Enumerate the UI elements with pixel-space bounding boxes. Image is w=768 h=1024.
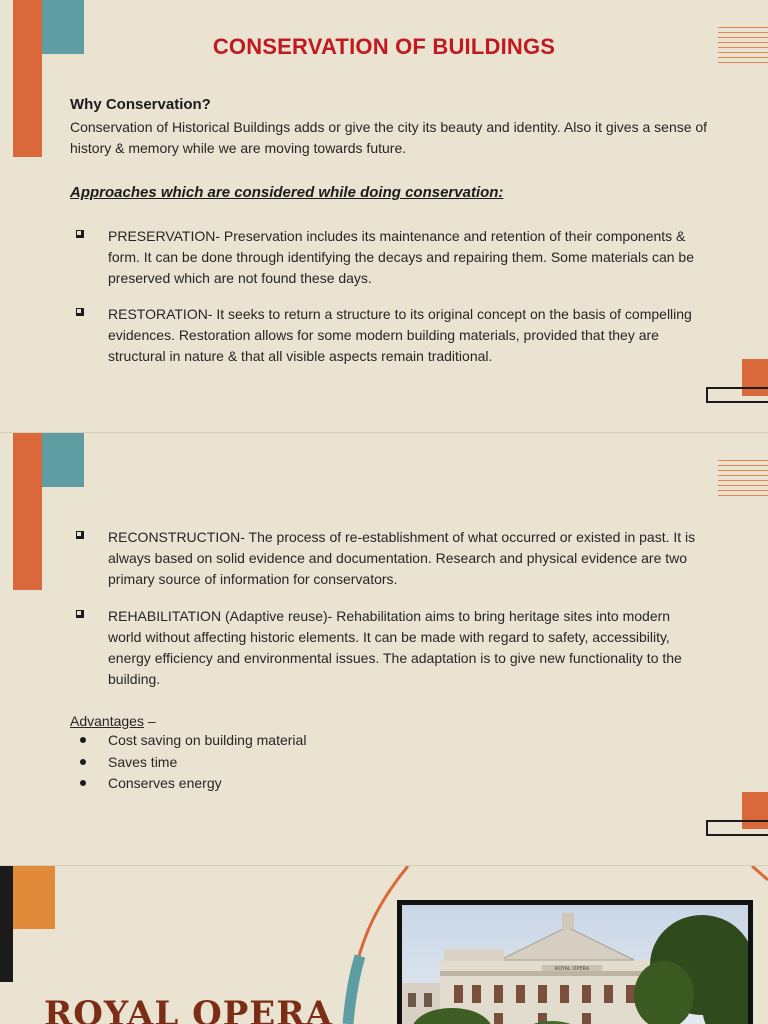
checkbox-bullet-icon [76,308,84,316]
advantages-label [70,711,156,732]
list-item-reconstruction [76,527,696,590]
decor-outline-bar [706,820,768,836]
why-paragraph: Conservation of Historical Buildings adds or give the city its beauty and identity. Also it gives a sense of history & memory while we are moving towards future. [70,119,708,156]
slide-conservation-1 [0,0,768,432]
checkbox-bullet-icon [76,610,84,618]
photo-sign-text: ROYAL OPERA [554,966,590,972]
list-item-rehabilitation [76,606,696,690]
decor-black-bar [0,866,13,982]
decor-outline-bar [706,387,768,403]
advantages-list [80,730,306,795]
arc-orange-right [752,866,768,880]
bullet-dot-icon [80,759,86,765]
slide-conservation-2 [0,433,768,865]
checkbox-bullet-icon [76,230,84,238]
advantage-text: Cost saving on building material [108,732,307,748]
decor-orange-bar [13,433,42,590]
bullet-dot-icon [80,737,86,743]
photo-frame [397,900,753,1024]
list-item-restoration [76,304,696,367]
list-item [80,752,306,774]
advantages-dash: – [143,713,156,729]
list-item-preservation [76,226,696,289]
advantage-text: Saves time [108,753,178,770]
decor-teal-block [42,433,84,487]
advantages-label-text: Advantages [70,713,144,729]
decor-stripes [718,460,768,498]
decor-amber-block [13,866,55,929]
decor-orange-bar [13,0,42,157]
slide-royal-opera [0,866,768,1024]
royal-opera-photo [402,905,748,1024]
slide-title: CONSERVATION OF BUILDINGS [212,34,556,59]
advantage-text: Conserves energy [108,775,222,791]
list-item-text: RECONSTRUCTION- The process of re-establishment of what occurred or existed in past. It is always based on solid evidence and documentation. Research and physical evidence are two primary source of information for conservators. [108,529,696,587]
why-heading: Why Conservation? [70,96,211,113]
approaches-heading: Approaches which are considered while doing conservation: [70,184,504,201]
arc-teal [348,956,360,1024]
checkbox-bullet-icon [76,531,84,539]
list-item-text: PRESERVATION- Preservation includes its maintenance and retention of their components & form. It can be done through identifying the decays and repairing them. Some materials can be preserved which are not found these days. [108,228,695,286]
list-item [80,730,306,752]
list-item [80,773,306,795]
bullet-dot-icon [80,780,86,786]
list-item-text: REHABILITATION (Adaptive reuse)- Rehabilitation aims to bring heritage sites into modern world without affecting historic elements. It can be made with regard to safety, accessibility, energy efficiency and environmental issues. The adaptation is to give new functionality to the building. [108,608,682,687]
list-item-text: RESTORATION- It seeks to return a structure to its original concept on the basis of compelling evidences. Restoration allows for some modern building materials, provided that they are structural in nature & that all visible aspects remain traditional. [108,306,692,364]
building-title: ROYAL OPERA [44,994,333,1024]
